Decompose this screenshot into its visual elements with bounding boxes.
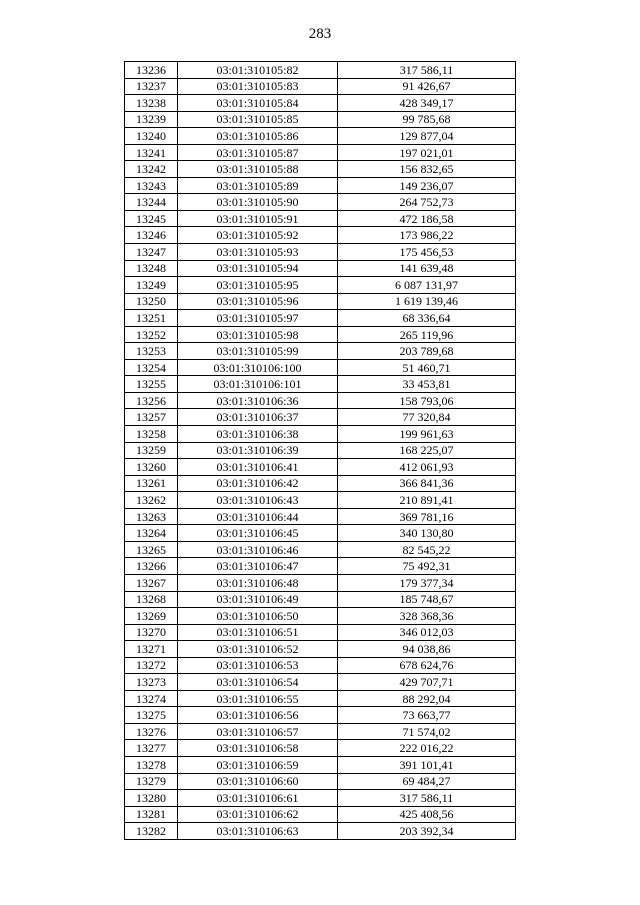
row-number-cell: 13278 [125, 756, 178, 773]
table-row [125, 310, 516, 327]
row-number-cell: 13252 [125, 326, 178, 343]
row-number-cell: 13248 [125, 260, 178, 277]
row-number-cell: 13276 [125, 723, 178, 740]
cadastral-number-cell: 03:01:310105:96 [178, 293, 338, 310]
table-row [125, 641, 516, 658]
row-number-cell: 13279 [125, 773, 178, 790]
cadastral-number-cell: 03:01:310105:98 [178, 326, 338, 343]
cadastral-number-cell: 03:01:310106:51 [178, 624, 338, 641]
table-row [125, 227, 516, 244]
value-cell: 412 061,93 [338, 459, 516, 476]
value-cell: 82 545,22 [338, 541, 516, 558]
cadastral-number-cell: 03:01:310106:52 [178, 641, 338, 658]
value-cell: 75 492,31 [338, 558, 516, 575]
table-row [125, 194, 516, 211]
row-number-cell: 13260 [125, 459, 178, 476]
cadastral-number-cell: 03:01:310106:62 [178, 806, 338, 823]
cadastral-number-cell: 03:01:310105:86 [178, 128, 338, 145]
table-row [125, 78, 516, 95]
row-number-cell: 13271 [125, 641, 178, 658]
row-number-cell: 13245 [125, 210, 178, 227]
table-row [125, 326, 516, 343]
cadastral-number-cell: 03:01:310105:88 [178, 161, 338, 178]
cadastral-number-cell: 03:01:310105:89 [178, 177, 338, 194]
value-cell: 197 021,01 [338, 144, 516, 161]
cadastral-number-cell: 03:01:310105:99 [178, 343, 338, 360]
cadastral-number-cell: 03:01:310105:95 [178, 277, 338, 294]
value-cell: 472 186,58 [338, 210, 516, 227]
table-row [125, 343, 516, 360]
cadastral-number-cell: 03:01:310105:87 [178, 144, 338, 161]
row-number-cell: 13280 [125, 790, 178, 807]
row-number-cell: 13241 [125, 144, 178, 161]
table-row [125, 376, 516, 393]
row-number-cell: 13274 [125, 690, 178, 707]
cadastral-number-cell: 03:01:310106:49 [178, 591, 338, 608]
value-cell: 68 336,64 [338, 310, 516, 327]
table-row [125, 591, 516, 608]
value-cell: 369 781,16 [338, 508, 516, 525]
row-number-cell: 13253 [125, 343, 178, 360]
table-row [125, 558, 516, 575]
cadastral-number-cell: 03:01:310106:57 [178, 723, 338, 740]
cadastral-number-cell: 03:01:310105:97 [178, 310, 338, 327]
table-row [125, 144, 516, 161]
row-number-cell: 13275 [125, 707, 178, 724]
value-cell: 94 038,86 [338, 641, 516, 658]
value-cell: 175 456,53 [338, 244, 516, 261]
row-number-cell: 13258 [125, 426, 178, 443]
row-number-cell: 13254 [125, 359, 178, 376]
cadastral-number-cell: 03:01:310105:94 [178, 260, 338, 277]
cadastral-number-cell: 03:01:310106:38 [178, 426, 338, 443]
row-number-cell: 13281 [125, 806, 178, 823]
table-row [125, 790, 516, 807]
table-row [125, 756, 516, 773]
table-row [125, 260, 516, 277]
table-row [125, 392, 516, 409]
value-cell: 199 961,63 [338, 426, 516, 443]
cadastral-number-cell: 03:01:310106:100 [178, 359, 338, 376]
row-number-cell: 13277 [125, 740, 178, 757]
cadastral-number-cell: 03:01:310106:43 [178, 492, 338, 509]
row-number-cell: 13269 [125, 608, 178, 625]
value-cell: 428 349,17 [338, 95, 516, 112]
cadastral-number-cell: 03:01:310106:37 [178, 409, 338, 426]
row-number-cell: 13250 [125, 293, 178, 310]
table-row [125, 740, 516, 757]
cadastral-number-cell: 03:01:310105:83 [178, 78, 338, 95]
row-number-cell: 13249 [125, 277, 178, 294]
cadastral-number-cell: 03:01:310106:54 [178, 674, 338, 691]
table-row [125, 723, 516, 740]
cadastral-number-cell: 03:01:310106:42 [178, 475, 338, 492]
value-cell: 1 619 139,46 [338, 293, 516, 310]
value-cell: 340 130,80 [338, 525, 516, 542]
value-cell: 51 460,71 [338, 359, 516, 376]
value-cell: 69 484,27 [338, 773, 516, 790]
value-cell: 429 707,71 [338, 674, 516, 691]
table-row [125, 426, 516, 443]
cadastral-number-cell: 03:01:310106:48 [178, 574, 338, 591]
value-cell: 141 639,48 [338, 260, 516, 277]
table-row [125, 177, 516, 194]
row-number-cell: 13239 [125, 111, 178, 128]
value-cell: 91 426,67 [338, 78, 516, 95]
cadastral-number-cell: 03:01:310106:63 [178, 823, 338, 840]
cadastral-number-cell: 03:01:310106:47 [178, 558, 338, 575]
row-number-cell: 13282 [125, 823, 178, 840]
value-cell: 264 752,73 [338, 194, 516, 211]
table-row [125, 459, 516, 476]
value-cell: 317 586,11 [338, 62, 516, 79]
cadastral-number-cell: 03:01:310105:91 [178, 210, 338, 227]
row-number-cell: 13264 [125, 525, 178, 542]
value-cell: 129 877,04 [338, 128, 516, 145]
cadastral-number-cell: 03:01:310106:50 [178, 608, 338, 625]
row-number-cell: 13246 [125, 227, 178, 244]
cadastral-number-cell: 03:01:310105:92 [178, 227, 338, 244]
table-row [125, 95, 516, 112]
cadastral-number-cell: 03:01:310106:36 [178, 392, 338, 409]
row-number-cell: 13243 [125, 177, 178, 194]
table-row [125, 574, 516, 591]
table-row [125, 508, 516, 525]
row-number-cell: 13261 [125, 475, 178, 492]
cadastral-number-cell: 03:01:310106:41 [178, 459, 338, 476]
row-number-cell: 13263 [125, 508, 178, 525]
value-cell: 317 586,11 [338, 790, 516, 807]
registry-table [124, 61, 516, 840]
table-row [125, 210, 516, 227]
value-cell: 391 101,41 [338, 756, 516, 773]
row-number-cell: 13272 [125, 657, 178, 674]
table-row [125, 608, 516, 625]
value-cell: 203 789,68 [338, 343, 516, 360]
row-number-cell: 13257 [125, 409, 178, 426]
cadastral-number-cell: 03:01:310105:84 [178, 95, 338, 112]
table-row [125, 359, 516, 376]
value-cell: 185 748,67 [338, 591, 516, 608]
registry-table-body [125, 62, 516, 840]
table-row [125, 624, 516, 641]
value-cell: 6 087 131,97 [338, 277, 516, 294]
row-number-cell: 13262 [125, 492, 178, 509]
table-row [125, 244, 516, 261]
row-number-cell: 13268 [125, 591, 178, 608]
row-number-cell: 13247 [125, 244, 178, 261]
table-row [125, 674, 516, 691]
table-row [125, 62, 516, 79]
cadastral-number-cell: 03:01:310106:44 [178, 508, 338, 525]
value-cell: 265 119,96 [338, 326, 516, 343]
table-row [125, 128, 516, 145]
table-row [125, 525, 516, 542]
cadastral-number-cell: 03:01:310106:53 [178, 657, 338, 674]
value-cell: 222 016,22 [338, 740, 516, 757]
table-row [125, 475, 516, 492]
row-number-cell: 13237 [125, 78, 178, 95]
row-number-cell: 13270 [125, 624, 178, 641]
value-cell: 366 841,36 [338, 475, 516, 492]
cadastral-number-cell: 03:01:310105:93 [178, 244, 338, 261]
row-number-cell: 13273 [125, 674, 178, 691]
cadastral-number-cell: 03:01:310105:82 [178, 62, 338, 79]
value-cell: 77 320,84 [338, 409, 516, 426]
cadastral-number-cell: 03:01:310106:60 [178, 773, 338, 790]
row-number-cell: 13238 [125, 95, 178, 112]
cadastral-number-cell: 03:01:310106:58 [178, 740, 338, 757]
cadastral-number-cell: 03:01:310106:45 [178, 525, 338, 542]
cadastral-number-cell: 03:01:310105:85 [178, 111, 338, 128]
table-row [125, 657, 516, 674]
value-cell: 179 377,34 [338, 574, 516, 591]
table-row [125, 690, 516, 707]
value-cell: 678 624,76 [338, 657, 516, 674]
value-cell: 346 012,03 [338, 624, 516, 641]
row-number-cell: 13256 [125, 392, 178, 409]
table-row [125, 492, 516, 509]
row-number-cell: 13267 [125, 574, 178, 591]
value-cell: 156 832,65 [338, 161, 516, 178]
value-cell: 203 392,34 [338, 823, 516, 840]
cadastral-number-cell: 03:01:310106:101 [178, 376, 338, 393]
table-row [125, 409, 516, 426]
cadastral-number-cell: 03:01:310106:39 [178, 442, 338, 459]
table-row [125, 823, 516, 840]
row-number-cell: 13236 [125, 62, 178, 79]
row-number-cell: 13265 [125, 541, 178, 558]
value-cell: 158 793,06 [338, 392, 516, 409]
table-row [125, 541, 516, 558]
table-row [125, 773, 516, 790]
row-number-cell: 13266 [125, 558, 178, 575]
cadastral-number-cell: 03:01:310106:59 [178, 756, 338, 773]
row-number-cell: 13244 [125, 194, 178, 211]
table-row [125, 806, 516, 823]
cadastral-number-cell: 03:01:310106:56 [178, 707, 338, 724]
value-cell: 328 368,36 [338, 608, 516, 625]
cadastral-number-cell: 03:01:310106:61 [178, 790, 338, 807]
row-number-cell: 13259 [125, 442, 178, 459]
table-row [125, 111, 516, 128]
value-cell: 149 236,07 [338, 177, 516, 194]
table-row [125, 161, 516, 178]
page-number: 283 [308, 26, 332, 42]
value-cell: 425 408,56 [338, 806, 516, 823]
row-number-cell: 13255 [125, 376, 178, 393]
cadastral-number-cell: 03:01:310106:46 [178, 541, 338, 558]
value-cell: 173 986,22 [338, 227, 516, 244]
value-cell: 210 891,41 [338, 492, 516, 509]
value-cell: 168 225,07 [338, 442, 516, 459]
table-row [125, 277, 516, 294]
table-row [125, 293, 516, 310]
cadastral-number-cell: 03:01:310105:90 [178, 194, 338, 211]
value-cell: 88 292,04 [338, 690, 516, 707]
row-number-cell: 13240 [125, 128, 178, 145]
value-cell: 73 663,77 [338, 707, 516, 724]
row-number-cell: 13242 [125, 161, 178, 178]
cadastral-number-cell: 03:01:310106:55 [178, 690, 338, 707]
value-cell: 99 785,68 [338, 111, 516, 128]
table-row [125, 442, 516, 459]
value-cell: 71 574,02 [338, 723, 516, 740]
row-number-cell: 13251 [125, 310, 178, 327]
table-row [125, 707, 516, 724]
value-cell: 33 453,81 [338, 376, 516, 393]
